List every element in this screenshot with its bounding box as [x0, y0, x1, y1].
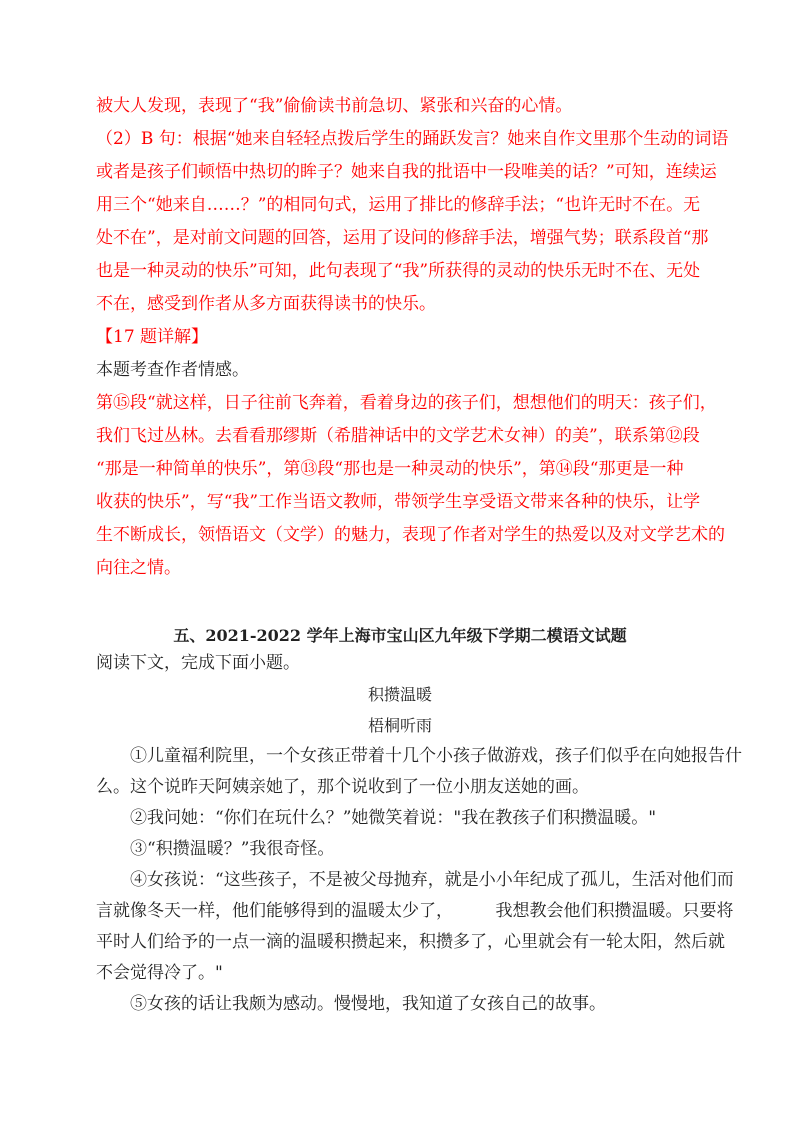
- paragraph-line-5: ④女孩说：“这些孩子，不是被父母抛弃，就是小小年纪成了孤儿，生活对他们而: [130, 870, 734, 890]
- q17-line-2: 我们飞过丛林。去看看那缪斯（希腊神话中的文学艺术女神）的美”，联系第⑫段: [96, 426, 700, 446]
- paragraph-line-6: 言就像冬天一样，他们能够得到的温暖太少了， 我想教会他们积攒温暖。只要将: [96, 901, 734, 921]
- paragraph-line-3: ②我问她：“你们在玩什么？”她微笑着说："我在教孩子们积攒温暖。": [130, 808, 657, 828]
- paragraph-line-8: 不会觉得冷了。": [96, 963, 223, 983]
- paragraph-line-1: ①儿童福利院里，一个女孩正带着十几个小孩子做游戏，孩子们似乎在向她报告什: [130, 746, 742, 766]
- q17-intro: 本题考查作者情感。: [96, 360, 249, 380]
- answer-line-5: 处不在”，是对前文问题的回答，运用了设问的修辞手法，增强气势；联系段首“那: [96, 228, 709, 248]
- paragraph-line-7: 平时人们给予的一点一滴的温暖积攒起来，积攒多了，心里就会有一轮太阳，然后就: [96, 932, 725, 952]
- q17-line-3: “那是一种简单的快乐”，第⑬段“那也是一种灵动的快乐”，第⑭段“那更是一种: [96, 459, 684, 479]
- q17-line-1: 第⑮段“就这样，日子往前飞奔着，看着身边的孩子们，想想他们的明天：孩子们，: [96, 393, 717, 413]
- section-title: 五、2021-2022 学年上海市宝山区九年级下学期二模语文试题: [173, 626, 627, 645]
- paragraph-line-2: 么。这个说昨天阿姨亲她了，那个说收到了一位小朋友送她的画。: [96, 777, 589, 797]
- answer-line-7: 不在，感受到作者从多方面获得读书的快乐。: [96, 294, 436, 314]
- answer-line-1: 被大人发现，表现了“我”偷偷读书前急切、紧张和兴奋的心情。: [96, 96, 573, 116]
- answer-line-6: 也是一种灵动的快乐”可知，此句表现了“我”所获得的灵动的快乐无时不在、无处: [96, 261, 701, 281]
- paragraph-line-4: ③“积攒温暖？”我很奇怪。: [130, 839, 335, 859]
- reading-instruction: 阅读下文，完成下面小题。: [96, 653, 300, 673]
- answer-line-4: 用三个“她来自……？”的相同句式，运用了排比的修辞手法；“也许无时不在。无: [96, 195, 701, 215]
- article-author: 梧桐听雨: [367, 716, 432, 735]
- q17-line-5: 生不断成长，领悟语文（文学）的魅力，表现了作者对学生的热爱以及对文学艺术的: [96, 525, 725, 545]
- answer-line-2: （2）B 句：根据“她来自轻轻点拨后学生的踊跃发言？她来自作文里那个生动的词语: [96, 129, 729, 149]
- article-title: 积攒温暖: [367, 685, 432, 704]
- q17-heading: 【17 题详解】: [96, 327, 209, 347]
- answer-line-3: 或者是孩子们顿悟中热切的眸子？她来自我的批语中一段唯美的话？”可知，连续运: [96, 162, 717, 182]
- q17-line-6: 向往之情。: [96, 558, 181, 578]
- paragraph-line-9: ⑤女孩的话让我颇为感动。慢慢地，我知道了女孩自己的故事。: [130, 994, 606, 1014]
- q17-line-4: 收获的快乐”，写“我”工作当语文教师，带领学生享受语文带来各种的快乐，让学: [96, 492, 701, 512]
